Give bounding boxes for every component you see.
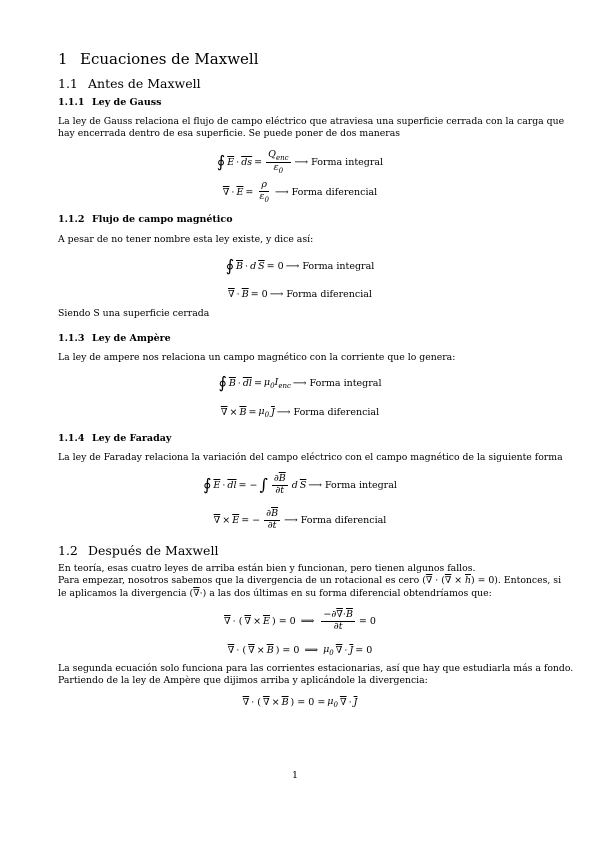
paragraph-fragment: a las dos últimas en su forma diferencial obtendríamos que: [209,588,492,599]
paragraph-line: Para empezar, nosotros sabemos que la divergencia de un rotacional es cero (∇ · (∇ × $\overline{h}) = 0$). Entonces, si [58,575,562,586]
subsubsection-number: 1.1.2 [58,214,85,225]
equation-div-curl-e: ∇ · ( ∇ × $\overline{E}$ ) = 0 ⟹ $\frac{-\partial\nabla\cdot\overline{B}}{\partial t}$ = 0 [224,608,376,632]
subsubsection-title: Ley de Faraday [92,433,172,444]
paragraph-line: hay encerrada dentro de esa superficie. Se puede poner de dos maneras [58,128,401,139]
equation-label: ⟶ Forma diferencial [276,406,380,418]
paragraph-line: La ley de Faraday relaciona la variación del campo eléctrico con el campo magnético de la siguiente forma [58,452,563,463]
subsubsection-heading-gauss [58,97,161,108]
equation-div-curl-b: ∇ · ( ∇ × $\overline{B}$ ) = 0 ⟹ $\mu_0$ ∇ · $\overline{J}$ = 0 [227,643,373,657]
paragraph-fragment: Para empezar, nosotros sabemos que la divergencia de un rotacional es cero [58,575,420,586]
subsection-heading-before [58,76,201,91]
subsection-number: 1.2 [58,543,78,558]
subsection-title: Antes de Maxwell [88,76,201,91]
paragraph-line: Partiendo de la ley de Ampère que dijimos arriba y aplicándole la divergencia: [58,675,428,686]
paragraph-line: Siendo S una superficie cerrada [58,308,210,319]
subsubsection-heading-magnetic-flux [58,214,233,225]
paragraph-line: En teoría, esas cuatro leyes de arriba están bien y funcionan, pero tienen algunos fallos. [58,563,476,574]
paragraph-line: le aplicamos la divergencia (∇·) a las dos últimas en su forma diferencial obtendríamos que: [58,588,492,599]
equation-faraday-integral: ∮ $\overline{E}$ · $\overline{dl}$ = − ∫ $\frac{\partial\overline{B}}{\partial t}$ d $\overline{S}$ ⟶ Forma integral [203,472,397,496]
section-heading [58,50,259,68]
equation-ampere-differential: ∇ × $\overline{B}$ = $\mu_0$ $\overline{J}$ ⟶ Forma diferencial [220,405,380,419]
subsubsection-title: Ley de Ampère [92,333,171,344]
subsection-title: Después de Maxwell [88,543,219,558]
equation-label: ⟶ Forma integral [292,377,382,389]
equation-label: ⟶ Forma integral [294,156,384,168]
paragraph-fragment: le aplicamos la divergencia [58,588,187,599]
paragraph-line: La segunda ecuación solo funciona para las corrientes estacionarias, así que hay que estudiarla más a fondo. [58,663,574,674]
subsubsection-number: 1.1.1 [58,97,85,108]
subsubsection-heading-faraday [58,433,171,444]
equation-label: ⟶ Forma diferencial [269,288,372,300]
subsubsection-number: 1.1.3 [58,333,85,344]
paragraph-line: La ley de ampere nos relaciona un campo magnético con la corriente que lo genera: [58,352,456,363]
section-number: 1 [58,50,68,68]
equation-label: ⟶ Forma integral [285,260,375,272]
equation-magflux-differential: ∇ · $\overline{B}$ = 0 ⟶ Forma diferencial [228,288,372,300]
paragraph-line: A pesar de no tener nombre esta ley existe, y dice así: [58,234,314,245]
subsubsection-title: Ley de Gauss [92,97,162,108]
equation-label: ⟶ Forma diferencial [274,186,378,198]
page-number: 1 [291,770,299,781]
subsection-number: 1.1 [58,76,78,91]
equation-ampere-integral: ∮ $\overline{B}$ · $\overline{dl}$ = $\mu_0I_{enc}$ ⟶ Forma integral [218,373,382,392]
paragraph-line: La ley de Gauss relaciona el flujo de campo eléctrico que atraviesa una superficie cerrada con la carga que [58,116,565,127]
subsubsection-title: Flujo de campo magnético [92,214,233,225]
equation-gauss-differential: ∇ · $\overline{E}$ = $\frac{\rho}{\varepsilon_0}$ ⟶ Forma diferencial [222,179,378,204]
subsubsection-number: 1.1.4 [58,433,85,444]
equation-gauss-integral: ∮ $\overline{E}$ · $\overline{ds}$ = $\frac{Q_{enc}}{\varepsilon_0}$ ⟶ Forma integral [216,148,384,175]
equation-label: ⟶ Forma diferencial [284,514,387,526]
section-title: Ecuaciones de Maxwell [80,50,259,68]
subsubsection-heading-ampere [58,333,171,344]
equation-label: ⟶ Forma integral [308,479,397,491]
equation-faraday-differential: ∇ × $\overline{E}$ = − $\frac{\partial\overline{B}}{\partial t}$ ⟶ Forma diferencial [213,507,387,531]
paragraph-fragment: . Entonces, si [497,575,562,586]
subsection-heading-after [58,543,218,558]
equation-magflux-integral: ∮ $\overline{B}$ · d $\overline{S}$ = 0 ⟶ Forma integral [225,256,375,275]
equation-div-ampere: ∇ · ( ∇ × $\overline{B}$ ) = 0 = $\mu_0$ ∇ · $\overline{J}$ [242,695,358,709]
